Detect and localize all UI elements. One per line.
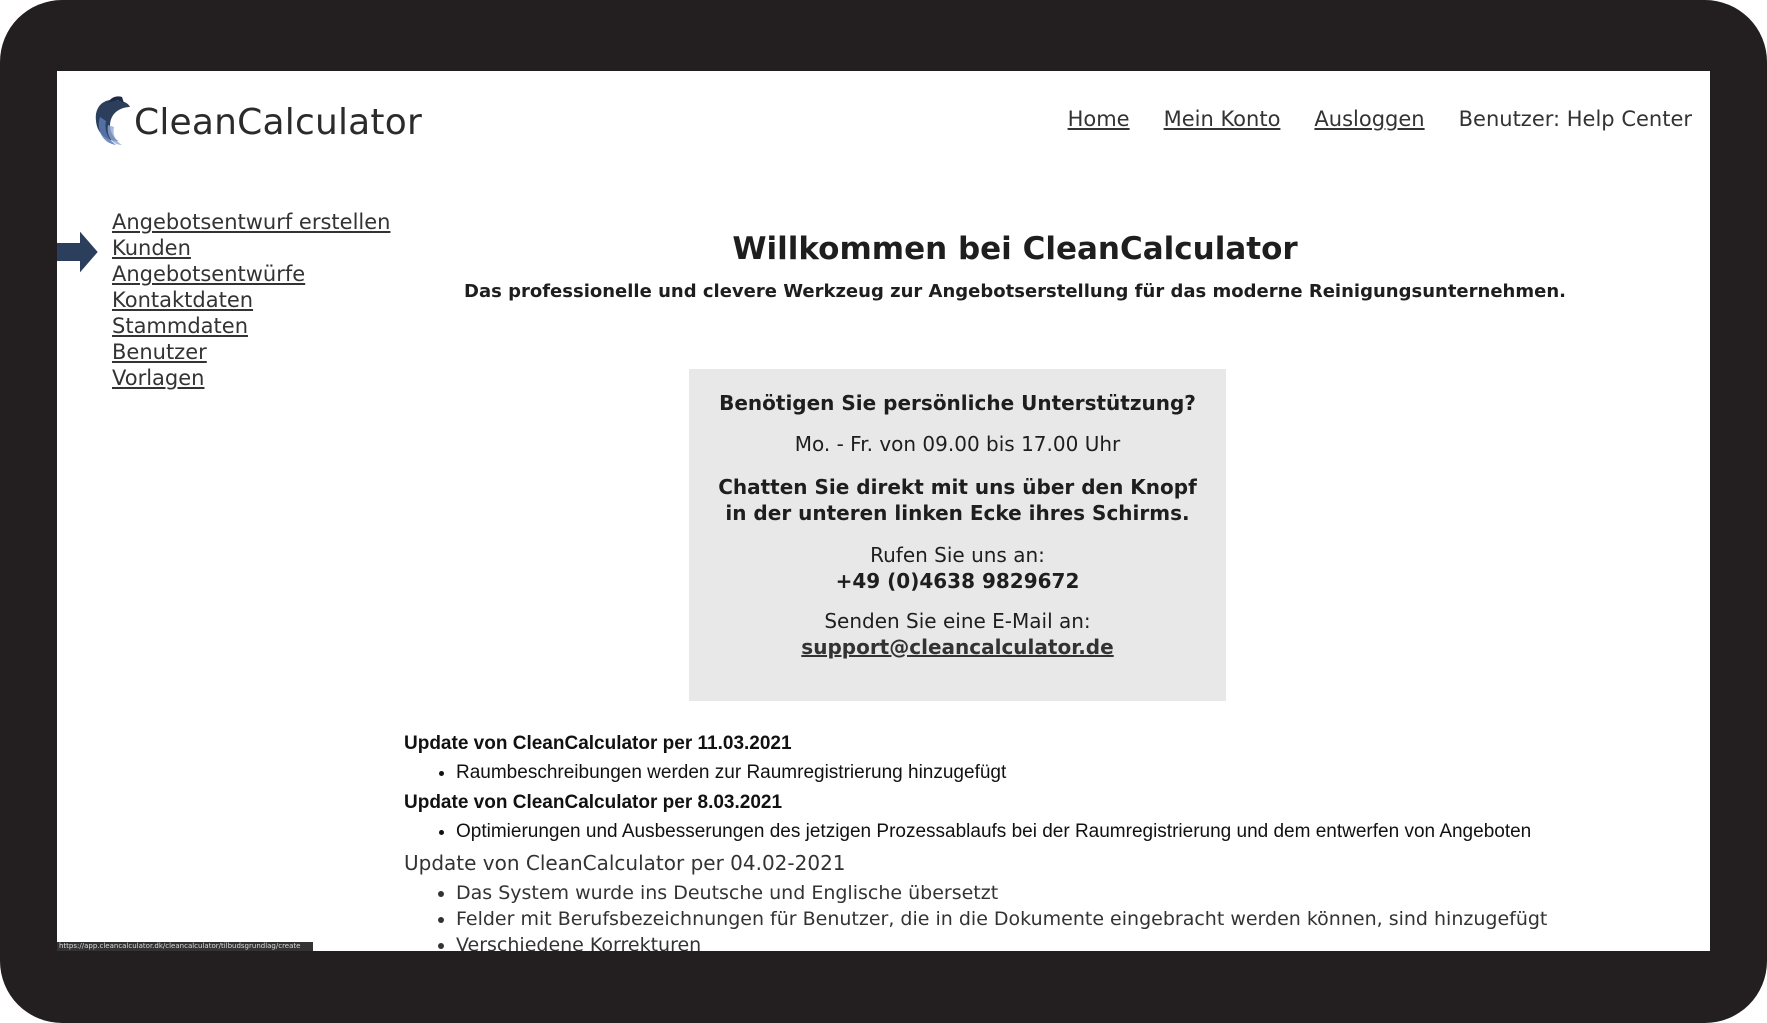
app-name: CleanCalculator	[134, 101, 422, 143]
page-title: Willkommen bei CleanCalculator	[732, 231, 1298, 267]
update-item: • Das System wurde ins Deutsche und Englische übersetzt	[456, 880, 1694, 906]
current-user-label: Benutzer: Help Center	[1458, 107, 1692, 131]
support-email-link[interactable]: support@cleancalculator.de	[801, 635, 1114, 659]
support-question: Benötigen Sie persönliche Unterstützung?	[719, 391, 1196, 415]
support-phone: +49 (0)4638 9829672	[835, 569, 1080, 593]
update-items	[404, 880, 1694, 951]
sidebar-item-master-data[interactable]: Stammdaten	[112, 314, 249, 338]
wave-logo-icon	[88, 95, 132, 149]
sidebar-item-templates[interactable]: Vorlagen	[112, 366, 205, 390]
support-mail	[689, 608, 1226, 660]
browser-viewport	[57, 71, 1710, 951]
support-mail-label: Senden Sie eine E-Mail an:	[824, 609, 1091, 633]
status-bar-url: https://app.cleancalculator.dk/cleancalculator/tilbudsgrundlag/create	[57, 942, 313, 951]
nav-logout-link[interactable]: Ausloggen	[1314, 107, 1425, 131]
update-title: Update von CleanCalculator per 04.02-2021	[404, 851, 846, 875]
update-title: Update von CleanCalculator per 8.03.2021	[404, 792, 783, 813]
support-hours: Mo. - Fr. von 09.00 bis 17.00 Uhr	[794, 432, 1121, 456]
nav-home-link[interactable]: Home	[1067, 107, 1130, 131]
top-navigation	[1068, 107, 1692, 131]
support-chat-info: Chatten Sie direkt mit uns über den Knopf in der unteren linken Ecke ihres Schirms.	[718, 475, 1197, 525]
sidebar-item-contact-data[interactable]: Kontaktdaten	[112, 288, 254, 312]
app-logo[interactable]	[88, 91, 422, 153]
page-subtitle: Das professionelle und clevere Werkzeug zur Angebotserstellung für das moderne Reinigungsunternehmen.	[464, 281, 1566, 302]
sidebar-navigation	[112, 209, 390, 391]
support-call	[689, 542, 1226, 594]
sidebar-item-users[interactable]: Benutzer	[112, 340, 207, 364]
update-items	[404, 760, 1694, 786]
updates-list	[404, 733, 1694, 951]
update-item: • Optimierungen und Ausbesserungen des jetzigen Prozessablaufs bei der Raumregistrierung und dem entwerfen von Angeboten	[456, 819, 1694, 845]
support-panel	[689, 369, 1226, 701]
sidebar-item-drafts[interactable]: Angebotsentwürfe	[112, 262, 306, 286]
update-item: • Raumbeschreibungen werden zur Raumregistrierung hinzugefügt	[456, 760, 1694, 786]
sidebar-item-create-draft[interactable]: Angebotsentwurf erstellen	[112, 210, 391, 234]
update-title: Update von CleanCalculator per 11.03.2021	[404, 733, 792, 754]
update-items	[404, 819, 1694, 845]
sidebar-item-customers[interactable]: Kunden	[112, 236, 191, 260]
support-call-label: Rufen Sie uns an:	[870, 543, 1045, 567]
arrow-right-icon	[57, 226, 109, 278]
update-item: • Felder mit Berufsbezeichnungen für Benutzer, die in die Dokumente eingebracht werden können, sind hinzugefügt	[456, 906, 1694, 932]
nav-account-link[interactable]: Mein Konto	[1163, 107, 1281, 131]
update-item: • Verschiedene Korrekturen	[456, 932, 1694, 951]
